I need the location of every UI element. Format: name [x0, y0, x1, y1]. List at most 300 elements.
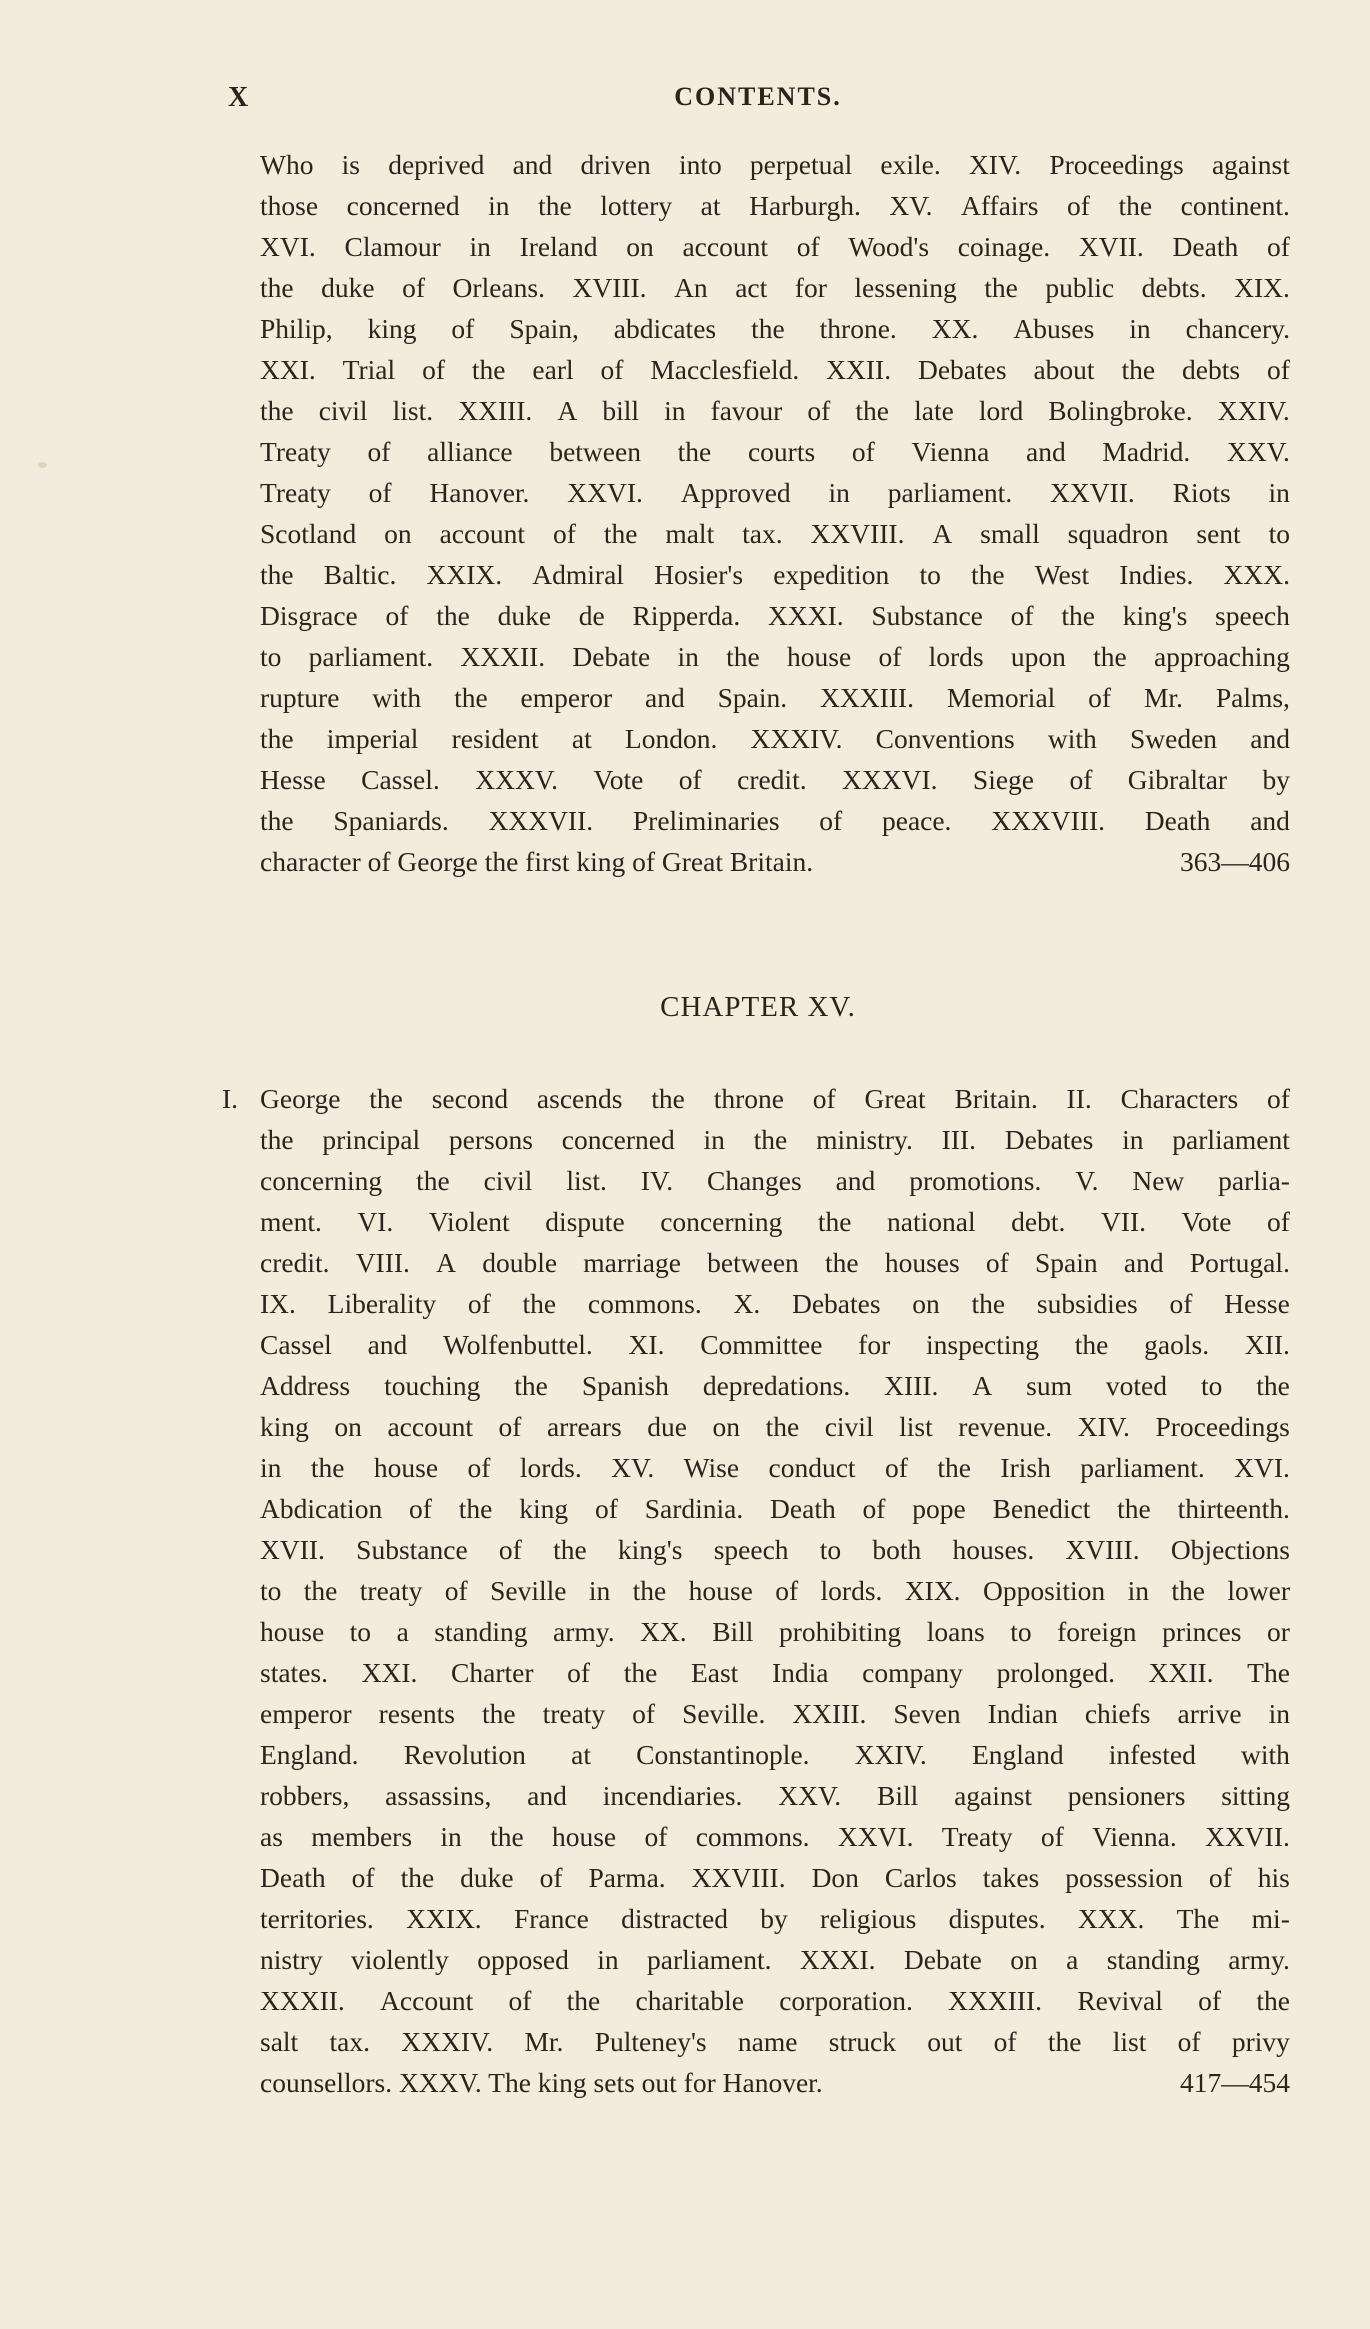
word: earl — [532, 354, 574, 385]
word: Great — [864, 1083, 926, 1114]
word: account — [387, 1411, 473, 1442]
page-numeral: X — [228, 82, 250, 113]
word: the — [937, 1452, 971, 1483]
final-entry-text: character of George the first king of Great Britain. — [260, 846, 814, 877]
word: chiefs — [1084, 1698, 1151, 1729]
word: the — [490, 1821, 524, 1852]
word: in — [1268, 1698, 1290, 1729]
word: resident — [451, 723, 539, 754]
word: company — [862, 1657, 963, 1688]
text-line — [260, 390, 1290, 431]
word: XXXV. — [475, 764, 558, 795]
word: of — [385, 600, 409, 631]
word: XII. — [1244, 1329, 1290, 1360]
word: the — [260, 723, 294, 754]
word: house — [787, 641, 852, 672]
word: England — [971, 1739, 1064, 1770]
word: Revolution — [403, 1739, 526, 1770]
word: both — [872, 1534, 922, 1565]
text-line — [260, 1734, 1290, 1775]
text-line — [260, 308, 1290, 349]
word: about — [1033, 354, 1095, 385]
word: A — [972, 1370, 993, 1401]
word: Irish — [1000, 1452, 1051, 1483]
word: of — [878, 641, 902, 672]
word: XXV. — [778, 1780, 842, 1811]
word: approaching — [1153, 641, 1290, 672]
word: for — [858, 1329, 891, 1360]
word: XXI. — [260, 354, 316, 385]
word: in — [1122, 1124, 1144, 1155]
word: the — [454, 682, 488, 713]
word: XXXVI. — [842, 764, 938, 795]
word: the — [566, 1985, 601, 2016]
word: XXXIV. — [750, 723, 843, 754]
word: duke — [497, 600, 552, 631]
word: Abdication — [260, 1493, 383, 1524]
word: and — [835, 1165, 876, 1196]
word: in — [677, 641, 699, 672]
word: of — [851, 436, 875, 467]
word: XV. — [611, 1452, 655, 1483]
word: concerned — [561, 1124, 675, 1155]
word: coinage. — [957, 231, 1051, 262]
word: assassins, — [385, 1780, 492, 1811]
word: against — [1211, 149, 1290, 180]
word: states. — [260, 1657, 328, 1688]
word: at — [700, 190, 721, 221]
chapter-title: CHAPTER XV. — [660, 991, 856, 1023]
word: robbers, — [260, 1780, 350, 1811]
word: XXX. — [1077, 1903, 1145, 1934]
word: Debates — [917, 354, 1007, 385]
word: between — [707, 1247, 799, 1278]
word: of — [351, 1862, 375, 1893]
text-line — [260, 226, 1290, 267]
word: Death — [260, 1862, 326, 1893]
word: Liberality — [327, 1288, 437, 1319]
word: the — [623, 1657, 658, 1688]
word: arrears — [546, 1411, 622, 1442]
word: the — [260, 272, 294, 303]
word: the — [1118, 190, 1153, 221]
word: lord — [978, 395, 1024, 426]
word: Revival — [1077, 1985, 1163, 2016]
word: Wise — [683, 1452, 740, 1483]
word: on — [384, 518, 412, 549]
word: between — [549, 436, 641, 467]
word: the — [765, 1411, 800, 1442]
word: XIV. — [1077, 1411, 1130, 1442]
word: the — [677, 436, 712, 467]
word: voted — [1105, 1370, 1168, 1401]
word: treaty — [542, 1698, 606, 1729]
word: of — [451, 313, 475, 344]
word: the — [632, 1575, 667, 1606]
word: in — [488, 190, 510, 221]
word: XIV. — [968, 149, 1022, 180]
word: the — [1171, 1575, 1205, 1606]
word: of — [1066, 190, 1090, 221]
text-line — [260, 1939, 1290, 1980]
word: Seville. — [682, 1698, 766, 1729]
word: the — [1256, 1370, 1290, 1401]
word: commons. — [587, 1288, 702, 1319]
word: Abuses — [1013, 313, 1095, 344]
word: XX. — [640, 1616, 687, 1647]
word: the — [400, 1862, 435, 1893]
word: debt. — [1011, 1206, 1066, 1237]
text-line — [260, 1816, 1290, 1857]
word: The — [1247, 1657, 1290, 1688]
word: emperor — [260, 1698, 352, 1729]
word: Debate — [572, 641, 651, 672]
word: of — [632, 1698, 656, 1729]
word: revenue. — [958, 1411, 1053, 1442]
word: territories. — [260, 1903, 374, 1934]
word: promotions. — [909, 1165, 1042, 1196]
word: to — [260, 641, 282, 672]
word: the — [651, 1083, 685, 1114]
word: Death — [1172, 231, 1239, 262]
word: treaty — [359, 1575, 423, 1606]
word: those — [260, 190, 319, 221]
text-line — [260, 1898, 1290, 1939]
word: the — [458, 1493, 493, 1524]
text-line — [260, 800, 1290, 841]
word: a — [396, 1616, 409, 1647]
word: standing — [1106, 1944, 1200, 1975]
word: king's — [1122, 600, 1188, 631]
word: list — [1112, 2026, 1147, 2057]
word: the — [1256, 1985, 1290, 2016]
word: Substance — [356, 1534, 468, 1565]
word: against — [954, 1780, 1032, 1811]
word: of — [409, 1493, 432, 1524]
word: Ripperda. — [632, 600, 741, 631]
word: XIX. — [904, 1575, 961, 1606]
word: persons — [448, 1124, 533, 1155]
word: the — [303, 1575, 338, 1606]
word: the — [1121, 354, 1156, 385]
text-line — [260, 1119, 1290, 1160]
word: squadron — [1067, 518, 1169, 549]
word: Macclesfield. — [650, 354, 800, 385]
word: Death — [1144, 805, 1211, 836]
word: Wood's — [848, 231, 930, 262]
word: XXIII. — [458, 395, 533, 426]
text-line — [260, 1611, 1290, 1652]
word: salt — [260, 2026, 299, 2057]
word: privy — [1231, 2026, 1290, 2057]
word: A — [436, 1247, 456, 1278]
text-line — [260, 1324, 1290, 1365]
word: of — [422, 354, 445, 385]
word: Preliminaries — [632, 805, 780, 836]
word: courts — [747, 436, 816, 467]
word: of — [775, 1575, 799, 1606]
word: peace. — [881, 805, 952, 836]
word: X. — [733, 1288, 761, 1319]
word: house — [688, 1575, 753, 1606]
word: throne. — [819, 313, 897, 344]
word: members — [311, 1821, 413, 1852]
word: king's — [617, 1534, 683, 1565]
word: of — [1169, 1288, 1193, 1319]
word: his — [1257, 1862, 1290, 1893]
word: king — [260, 1411, 309, 1442]
text-line — [260, 1652, 1290, 1693]
word: XVI. — [260, 231, 316, 262]
word: of — [1208, 1862, 1232, 1893]
word: Who — [260, 149, 314, 180]
word: duke — [321, 272, 375, 303]
word: XVII. — [260, 1534, 325, 1565]
word: Vienna — [911, 436, 990, 467]
word: in — [469, 231, 491, 262]
word: as — [260, 1821, 283, 1852]
word: concerning — [660, 1206, 783, 1237]
word: Debate — [903, 1944, 982, 1975]
word: Bolingbroke. — [1048, 395, 1193, 426]
word: civil — [824, 1411, 874, 1442]
word: Death — [770, 1493, 836, 1524]
word: Scotland — [260, 518, 357, 549]
word: out — [927, 2026, 963, 2057]
word: Indies. — [1119, 559, 1194, 590]
word: to — [349, 1616, 372, 1647]
word: sent — [1196, 518, 1241, 549]
word: foreign — [1057, 1616, 1137, 1647]
word: speech — [1215, 600, 1290, 631]
word: Bill — [876, 1780, 919, 1811]
word: into — [678, 149, 722, 180]
word: XXVIII. — [810, 518, 905, 549]
word: in — [703, 1124, 725, 1155]
word: name — [737, 2026, 798, 2057]
word: Mr. — [524, 2026, 564, 2057]
word: commons. — [695, 1821, 810, 1852]
word: the — [726, 641, 760, 672]
word: emperor — [520, 682, 613, 713]
text-line — [260, 1406, 1290, 1447]
text-line — [260, 1283, 1290, 1324]
word: imperial — [326, 723, 419, 754]
text-line-last — [260, 2062, 1290, 2103]
word: of — [367, 436, 391, 467]
word: the — [1117, 1493, 1151, 1524]
word: and — [367, 1329, 408, 1360]
word: XVII. — [1078, 231, 1144, 262]
word: VII. — [1100, 1206, 1146, 1237]
word: the — [260, 805, 294, 836]
word: XVIII. — [1065, 1534, 1140, 1565]
word: the — [603, 518, 638, 549]
word: and — [1123, 1247, 1164, 1278]
word: act — [735, 272, 768, 303]
word: the — [1047, 2026, 1082, 2057]
word: sum — [1026, 1370, 1072, 1401]
text-line — [260, 1078, 1290, 1119]
word: of — [812, 1083, 836, 1114]
text-line — [260, 1447, 1290, 1488]
word: the — [1093, 641, 1127, 672]
word: of — [508, 1985, 532, 2016]
word: Portugal. — [1189, 1247, 1290, 1278]
word: Approved — [680, 477, 791, 508]
word: the — [751, 313, 785, 344]
word: Treaty — [941, 1821, 1013, 1852]
word: XXVI. — [837, 1821, 914, 1852]
word: Debates — [1004, 1124, 1094, 1155]
word: Seville — [490, 1575, 567, 1606]
word: of — [600, 354, 624, 385]
word: Sardinia. — [644, 1493, 744, 1524]
word: Britain. — [954, 1083, 1038, 1114]
word: speech — [713, 1534, 789, 1565]
word: Don — [811, 1862, 859, 1893]
word: malt — [665, 518, 715, 549]
contents-block-chapter-xv — [260, 1078, 1290, 2103]
word: XXXVIII. — [991, 805, 1105, 836]
word: distracted — [621, 1903, 728, 1934]
word: Hesse — [1224, 1288, 1290, 1319]
text-line — [260, 554, 1290, 595]
word: in — [440, 1821, 462, 1852]
word: XXI. — [361, 1657, 418, 1688]
word: Riots — [1172, 477, 1231, 508]
word: house — [373, 1452, 439, 1483]
text-line — [260, 595, 1290, 636]
section-marker: I. — [222, 1083, 239, 1114]
word: to — [1010, 1616, 1032, 1647]
word: The — [1176, 1903, 1220, 1934]
word: Account — [380, 1985, 474, 2016]
word: the — [1061, 600, 1095, 631]
contents-block-previous-chapter — [260, 144, 1290, 882]
word: XXII. — [1148, 1657, 1214, 1688]
word: II. — [1066, 1083, 1092, 1114]
word: public — [1045, 272, 1115, 303]
word: the — [481, 1698, 516, 1729]
word: on — [912, 1288, 940, 1319]
word: principal — [322, 1124, 421, 1155]
word: duke — [460, 1862, 514, 1893]
word: the — [971, 559, 1005, 590]
word: Memorial — [946, 682, 1056, 713]
word: Hesse — [260, 764, 326, 795]
word: due — [647, 1411, 687, 1442]
word: XXV. — [1226, 436, 1290, 467]
word: religious — [820, 1903, 917, 1934]
word: violently — [351, 1944, 449, 1975]
word: in — [260, 1452, 282, 1483]
word: alliance — [427, 436, 513, 467]
word: civil — [483, 1165, 533, 1196]
word: of — [368, 477, 392, 508]
word: nistry — [260, 1944, 323, 1975]
word: the — [1074, 1329, 1109, 1360]
word: XVI. — [1234, 1452, 1290, 1483]
word: of — [467, 1452, 491, 1483]
word: Vienna. — [1092, 1821, 1177, 1852]
word: princes — [1162, 1616, 1242, 1647]
word: Clamour — [344, 231, 441, 262]
word: XXX. — [1223, 559, 1290, 590]
word: of — [594, 1493, 618, 1524]
text-line — [260, 759, 1290, 800]
word: VIII. — [355, 1247, 410, 1278]
word: Committee — [700, 1329, 823, 1360]
word: Indian — [987, 1698, 1058, 1729]
word: Affairs — [961, 190, 1039, 221]
word: in — [828, 477, 850, 508]
word: Parma. — [588, 1862, 666, 1893]
word: Proceedings — [1049, 149, 1184, 180]
text-line — [260, 1775, 1290, 1816]
word: Treaty — [260, 436, 331, 467]
final-entry-text: counsellors. XXXV. The king sets out for Hanover. — [260, 2067, 823, 2098]
word: prolonged. — [996, 1657, 1115, 1688]
word: small — [980, 518, 1040, 549]
word: Mr. — [1143, 682, 1183, 713]
word: or — [1266, 1616, 1290, 1647]
word: Cassel. — [361, 764, 440, 795]
word: XXXI. — [799, 1944, 876, 1975]
word: XXXII. — [260, 1985, 345, 2016]
word: lords — [928, 641, 984, 672]
text-line — [260, 1242, 1290, 1283]
word: of — [1040, 1821, 1064, 1852]
word: Philip, — [260, 313, 333, 344]
word: thirteenth. — [1177, 1493, 1290, 1524]
word: the — [416, 1165, 450, 1196]
word: the — [817, 1206, 852, 1237]
word: favour — [710, 395, 783, 426]
word: rupture — [260, 682, 340, 713]
word: parlia- — [1218, 1165, 1290, 1196]
word: of — [1177, 2026, 1201, 2057]
word: dispute — [545, 1206, 625, 1237]
word: of — [796, 231, 820, 262]
word: standing — [434, 1616, 528, 1647]
word: the — [825, 1247, 859, 1278]
word: XXVII. — [1205, 1821, 1290, 1852]
word: of — [807, 395, 831, 426]
text-line — [260, 636, 1290, 677]
text-line — [260, 1529, 1290, 1570]
word: of — [1266, 231, 1290, 262]
word: An — [674, 272, 708, 303]
word: of — [539, 1862, 563, 1893]
word: continent. — [1180, 190, 1290, 221]
paper-speck — [38, 462, 47, 468]
word: sitting — [1221, 1780, 1290, 1811]
word: A — [557, 395, 578, 426]
word: Address — [260, 1370, 351, 1401]
word: driven — [580, 149, 651, 180]
text-line — [260, 1201, 1290, 1242]
word: of — [644, 1821, 668, 1852]
word: Changes — [706, 1165, 802, 1196]
word: list — [899, 1411, 933, 1442]
word: Constantinople. — [636, 1739, 810, 1770]
word: Substance — [871, 600, 983, 631]
word: list. — [392, 395, 434, 426]
word: ment. — [260, 1206, 322, 1237]
word: struck — [828, 2026, 896, 2057]
word: III. — [941, 1124, 976, 1155]
